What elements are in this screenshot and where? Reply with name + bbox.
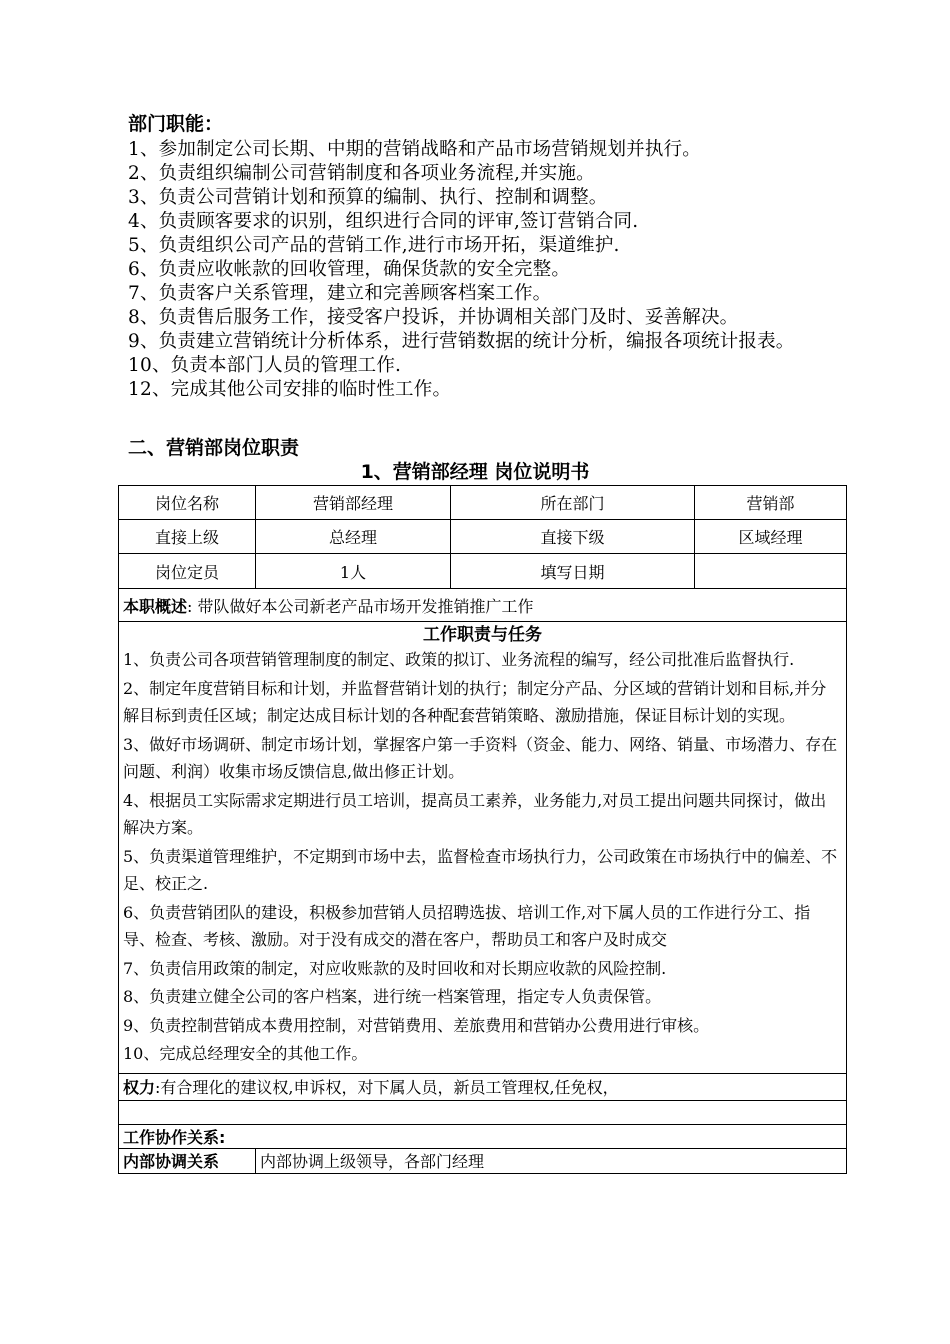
power-text: :有合理化的建议权,申诉权，对下属人员，新员工管理权,任免权，	[155, 1078, 619, 1097]
power-cell	[119, 1073, 847, 1100]
table-cell: 营销部经理	[256, 486, 451, 520]
list-item: 7、负责信用政策的制定，对应收账款的及时回收和对长期应收款的风险控制.	[123, 958, 667, 978]
internal-text: 内部协调上级领导，各部门经理	[256, 1148, 847, 1173]
list-item: 8、负责建立健全公司的客户档案，进行统一档案管理，指定专人负责保管。	[123, 987, 662, 1006]
internal-label: 内部协调关系	[119, 1148, 256, 1173]
coop-title: 工作协作关系:	[119, 1124, 847, 1148]
job-description-table	[118, 485, 847, 1174]
table-cell	[119, 1100, 847, 1124]
list-item: 9、负责控制营销成本费用控制，对营销费用、差旅费用和营销办公费用进行审核。	[123, 1015, 710, 1035]
table-row	[119, 486, 847, 520]
list-item: 12、完成其他公司安排的临时性工作。	[128, 379, 452, 400]
list-item: 6、负责应收帐款的回收管理，确保货款的安全完整。	[128, 259, 571, 280]
table-cell: 岗位定员	[119, 554, 256, 589]
list-item: 1、参加制定公司长期、中期的营销战略和产品市场营销规划并执行。	[128, 139, 701, 160]
table-cell: 区域经理	[695, 520, 847, 554]
table-cell: 总经理	[256, 520, 451, 554]
department-functions-list	[128, 138, 848, 402]
tasks-cell	[119, 622, 847, 1074]
list-item: 3、做好市场调研、制定市场计划，掌握客户第一手资料（资金、能力、网络、销量、市场潜力、存在问题、利润）收集市场反馈信息,做出修正计划。	[123, 734, 838, 781]
list-item: 2、负责组织编制公司营销制度和各项业务流程,并实施。	[128, 163, 595, 184]
list-item: 10、完成总经理安全的其他工作。	[123, 1044, 368, 1063]
table-cell: 填写日期	[451, 554, 695, 589]
list-item: 7、负责客户关系管理，建立和完善顾客档案工作。	[128, 283, 552, 304]
summary-label: 本职概述	[123, 596, 188, 616]
section-title: 二、营销部岗位职责	[128, 437, 300, 459]
table-cell: 营销部	[695, 486, 847, 520]
list-item: 4、负责顾客要求的识别，组织进行合同的评审,签订营销合同.	[128, 211, 639, 232]
power-row	[119, 1073, 847, 1100]
internal-row	[119, 1148, 847, 1173]
list-item: 9、负责建立营销统计分析体系，进行营销数据的统计分析，编报各项统计报表。	[128, 331, 795, 352]
summary-text: : 带队做好本公司新老产品市场开发推销推广工作	[187, 596, 534, 616]
list-item: 4、根据员工实际需求定期进行员工培训，提高员工素养，业务能力,对员工提出问题共同探讨，做出解决方案。	[123, 790, 827, 837]
table-cell: 直接上级	[119, 520, 256, 554]
power-label: 权力	[123, 1078, 156, 1097]
list-item: 6、负责营销团队的建设，积极参加营销人员招聘选拔、培训工作,对下属人员的工作进行分工、指导、检查、考核、激励。对于没有成交的潜在客户，帮助员工和客户及时成交	[123, 902, 811, 949]
table-cell	[695, 554, 847, 589]
table-cell: 1人	[256, 554, 451, 589]
list-item: 3、负责公司营销计划和预算的编制、执行、控制和调整。	[128, 187, 608, 208]
table-cell: 直接下级	[451, 520, 695, 554]
list-item: 5、负责组织公司产品的营销工作,进行市场开拓，渠道维护.	[128, 235, 620, 256]
tasks-list	[123, 646, 842, 1068]
table-title: 1、营销部经理 岗位说明书	[360, 461, 590, 483]
department-functions-title: 部门职能：	[128, 113, 224, 135]
list-item: 8、负责售后服务工作，接受客户投诉，并协调相关部门及时、妥善解决。	[128, 307, 739, 328]
blank-row	[119, 1100, 847, 1124]
list-item: 1、负责公司各项营销管理制度的制定、政策的拟订、业务流程的编写，经公司批准后监督执行.	[123, 650, 795, 669]
table-row	[119, 520, 847, 554]
tasks-row	[119, 622, 847, 1074]
table-row	[119, 554, 847, 589]
table-cell: 岗位名称	[119, 486, 256, 520]
list-item: 10、负责本部门人员的管理工作.	[128, 355, 402, 376]
summary-row	[119, 589, 847, 622]
list-item: 5、负责渠道管理维护，不定期到市场中去，监督检查市场执行力，公司政策在市场执行中的偏差、不足、校正之.	[123, 846, 838, 893]
summary-cell	[119, 589, 847, 622]
table-cell: 所在部门	[451, 486, 695, 520]
tasks-title: 工作职责与任务	[423, 625, 542, 645]
list-item: 2、制定年度营销目标和计划，并监督营销计划的执行；制定分产品、分区域的营销计划和目标,并分解目标到责任区域；制定达成目标计划的各种配套营销策略、激励措施，保证目标计划的实现。	[123, 678, 827, 725]
coop-title-row	[119, 1124, 847, 1148]
